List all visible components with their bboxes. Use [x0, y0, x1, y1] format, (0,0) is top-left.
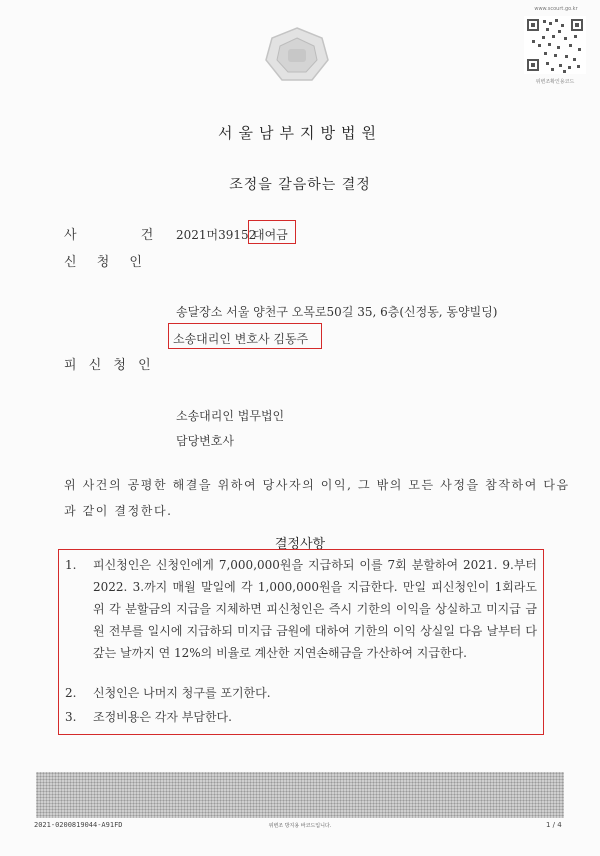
ruling-item-number: 1. — [65, 558, 77, 572]
case-type: 대여금 — [253, 228, 288, 242]
document-id: 2021-0200819044-A91FD — [34, 821, 123, 829]
respondent-attorney: 소송대리인 법무법인 — [176, 409, 285, 423]
ruling-item-number: 2. — [65, 686, 77, 700]
qr-url: www.scourt.go.kr — [534, 6, 578, 12]
case-number: 2021머39152 — [176, 228, 257, 242]
applicant-address: 송달장소 서울 양천구 오목로50길 35, 6층(신정동, 동양빌딩) — [176, 305, 498, 319]
ruling-item-number: 3. — [65, 710, 77, 724]
respondent-label: 피 신 청 인 — [64, 358, 155, 373]
preamble-line-1: 위 사건의 공평한 해결을 위하여 당사자의 이익, 그 밖의 모든 사정을 참작하여 다음 — [64, 478, 570, 492]
preamble-line-2: 과 같이 결정한다. — [64, 504, 173, 518]
respondent-lawyer: 담당변호사 — [176, 434, 234, 448]
ruling-section-title: 결정사항 — [274, 537, 326, 552]
case-label: 사 건 — [64, 228, 184, 243]
ruling-box — [58, 549, 544, 735]
applicant-label: 신 청 인 — [64, 255, 150, 270]
applicant-attorney: 소송대리인 변호사 김동주 — [173, 332, 309, 346]
qr-code-icon — [524, 10, 586, 76]
document-title: 조정을 갈음하는 결정 — [229, 177, 371, 193]
court-name: 서울남부지방법원 — [218, 124, 382, 142]
ruling-item-text: 신청인은 나머지 청구를 포기한다. — [93, 686, 271, 700]
ruling-item-text: 조정비용은 각자 부담한다. — [93, 710, 232, 724]
page-number: 1 / 4 — [546, 821, 562, 829]
court-emblem-icon — [262, 24, 332, 86]
qr-caption: 위변조확인용코드 — [535, 79, 575, 85]
barcode-note: 위변조 방지용 바코드입니다. — [268, 823, 332, 829]
ruling-item-text: 피신청인은 신청인에게 7,000,000원을 지급하되 이를 7회 분할하여 2021. 9.부터 2022. 3.까지 매월 말일에 각 1,000,000원을 지급한다. 만일 피신청인이 1회라도 위 각 분할금의 지급을 지체하면 피신청인은 즉시 기한의 이익을 상실하고 미지급 금원 전부를 일시에 지급하되 미지급 금원에 대하여 기한의 이익 상실일 다음 날부터 다 갚는 날까지 연 12%의 비율로 계산한 지연손해금을 가산하여 지급한다. — [93, 558, 537, 660]
anti-forgery-barcode — [36, 772, 564, 818]
